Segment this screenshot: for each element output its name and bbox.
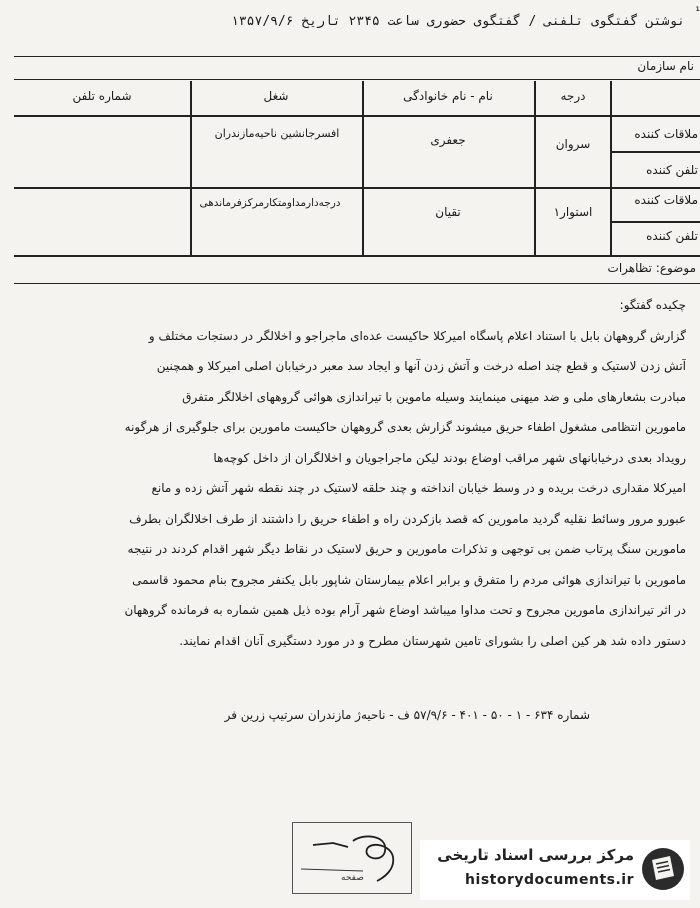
- summary-line: دستور داده شد هر کین اصلی را بشورای تامین شهرستان مطرح و در مورد دستگیری آنان اقدام نمایند.: [179, 633, 686, 648]
- document-header: نوشتن گفتگوی تلفنی / گفتگوی حضوری ساعت ۲۳۴۵ تاریخ ۱۳۵۷/۹/۶: [231, 14, 685, 29]
- summary-line: در اثر تیراندازی مامورین مجروح و تحت مداوا میباشد اوضاع شهر آرام بوده ذیل همین شماره به فرمانده گروههان: [124, 603, 686, 617]
- col-divider: [190, 81, 192, 255]
- subject-value: تظاهرات: [607, 261, 652, 275]
- row-name: جعفری: [430, 133, 466, 147]
- summary-line: مبادرت بشعارهای ملی و ضد میهنی مینمایند وسیله ماموین با تیراندازی هوائی گروههای اخلالگر متفرق: [182, 389, 686, 404]
- role-meet-label: ملاقات کننده: [634, 127, 698, 141]
- role-call-label: تلفن کننده: [646, 229, 698, 243]
- role-split: [610, 151, 700, 153]
- row-divider: [14, 255, 700, 257]
- row-divider: [14, 187, 700, 189]
- watermark-title: مرکز بررسی اسناد تاریخی: [437, 846, 634, 864]
- row-rank: استوار۱: [553, 205, 593, 219]
- row-job: افسرجانشین ناحیه‌مازندران: [214, 127, 340, 140]
- subject-row: [534, 261, 696, 275]
- stamp-label: صفحه: [341, 873, 364, 883]
- conversation-summary: [16, 290, 686, 656]
- summary-line: آتش زدن لاستیک و قطع چند اصله درخت و آتش زدن آنها و ایجاد سد معبر درخیابان اصلی امیرکلا و همچنین: [156, 359, 686, 373]
- col-divider: [610, 81, 612, 255]
- organization-row: [14, 57, 700, 80]
- row-job: درجه‌دارمداومتکارمرکزفرماندهی: [199, 197, 341, 209]
- summary-line: عبورو مرور وسائط نقلیه گردید مامورین که قصد بازکردن راه و اطفاء حریق را داشتند از طرف اخلالگران بطرف: [129, 511, 686, 526]
- watermark-url: historydocuments.ir: [465, 872, 634, 888]
- col-header-rank: درجه: [560, 89, 586, 103]
- summary-line: رویداد بعدی درخیابانهای شهر مراقب اوضاع بودند لیکن ماجراجویان و اخلالگران از داخل کوچه‌ها: [213, 450, 686, 465]
- archive-logo-icon: [640, 846, 686, 892]
- summary-line: مامورین سنگ پرتاب ضمن بی توجهی و تذکرات مامورین و حریق لاستیک در نقاط دیگر شهر اقدام کردند در نتیجه: [127, 542, 686, 556]
- col-header-phone: شماره تلفن: [72, 89, 132, 103]
- summary-line: مامورین انتظامی مشغول اطفاء حریق میشوند گزارش بعدی گروههان حاکیست مامورین برای جلوگیری از هرگونه: [124, 420, 686, 434]
- role-split: [610, 221, 700, 223]
- participants-table: [14, 81, 700, 281]
- summary-line: مامورین با تیراندازی هوائی مردم را متفرق و برابر اعلام بیمارستان شاپور بابل یکنفر مجروح بنام محمود قاسمی: [132, 572, 686, 587]
- organization-label: نام سازمان: [637, 59, 694, 73]
- corner-mark: ¹: [695, 4, 700, 18]
- summary-title: چکیده گفتگو:: [619, 298, 686, 312]
- role-meet-label: ملاقات کننده: [634, 193, 698, 207]
- col-header-name: نام - نام خانوادگی: [403, 89, 493, 103]
- document-reference-line: شماره ۶۳۴ - ۱ - ۵۰ - ۴۰۱ - ۵۷/۹/۶ ف - ناحیه‌ژ مازندران سرتیپ زرین فر: [224, 708, 590, 722]
- contact-form-table: [14, 56, 700, 284]
- header-divider: [14, 115, 700, 117]
- row-name: تقیان: [435, 205, 461, 219]
- subject-label: موضوع:: [655, 261, 696, 275]
- col-divider: [534, 81, 536, 255]
- col-divider: [362, 81, 364, 255]
- signature-stamp-box: [292, 822, 412, 894]
- role-call-label: تلفن کننده: [646, 163, 698, 177]
- archive-watermark: [420, 840, 690, 900]
- summary-line: گزارش گروههان بابل با استناد اعلام پاسگاه امیرکلا حاکیست عده‌ای ماجراجو و اخلالگر در دستجات مختلف و: [148, 328, 686, 343]
- row-rank: سروان: [555, 137, 591, 151]
- col-header-job: شغل: [263, 89, 289, 103]
- summary-line: امیرکلا مقداری درخت بریده و در وسط خیابان انداخته و چند حلقه لاستیک در چند نقطه شهر آتش زده و مانع: [151, 481, 686, 495]
